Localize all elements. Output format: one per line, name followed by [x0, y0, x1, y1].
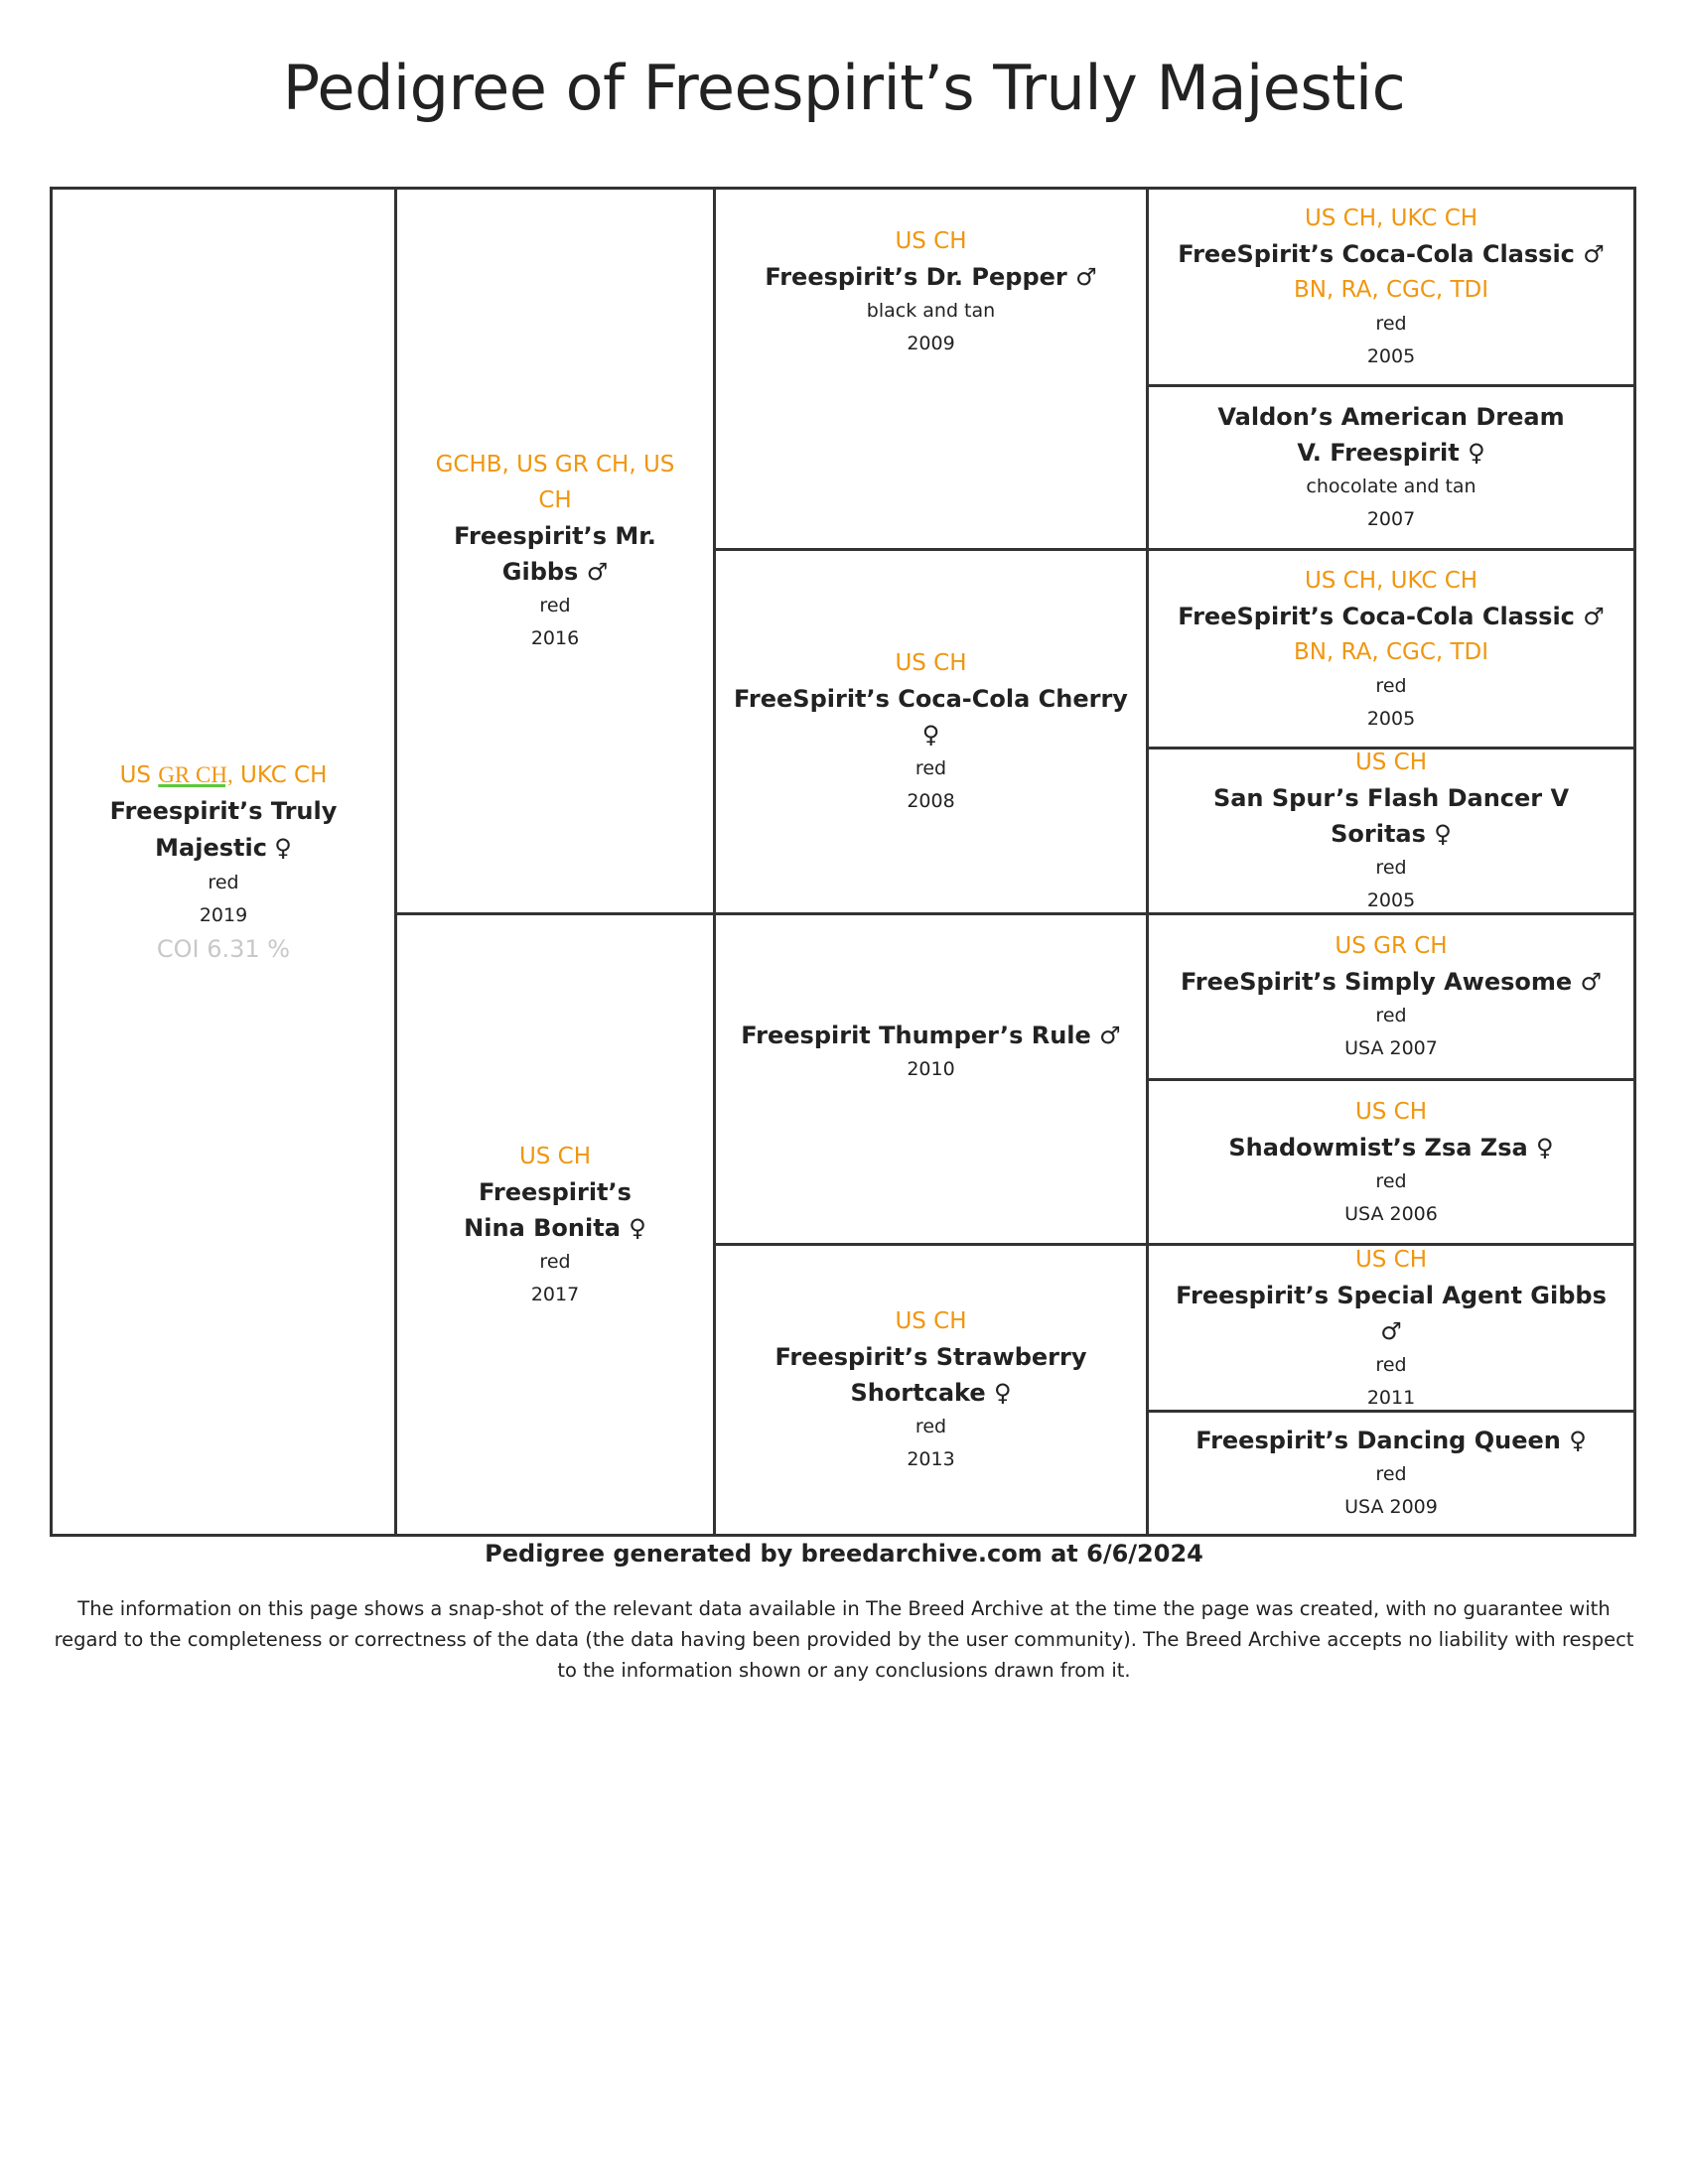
female-icon: ♀	[274, 834, 292, 862]
dog-color: chocolate and tan	[1306, 476, 1477, 497]
titles: US CH, UKC CH	[1304, 205, 1478, 231]
great-grandparent-cell	[1146, 187, 1636, 387]
subject-coi: COI 6.31 %	[156, 935, 291, 963]
dog-name[interactable]: Freespirit’s Nina Bonita ♀	[464, 1177, 646, 1242]
titles: US CH	[1354, 1098, 1428, 1125]
dog-year: 2008	[907, 790, 955, 812]
dog-color: red	[1375, 1169, 1407, 1192]
titles-suffix: BN, RA, CGC, TDI	[1293, 638, 1489, 665]
great-grandparent-cell	[1146, 384, 1636, 551]
dog-name[interactable]: FreeSpirit’s Simply Awesome ♂	[1180, 968, 1603, 996]
dog-year: USA 2007	[1344, 1037, 1438, 1059]
subject-titles-suffix: UKC CH	[240, 762, 328, 788]
male-icon: ♂	[1583, 240, 1605, 268]
dog-color: red	[914, 757, 947, 779]
generated-by-line: Pedigree generated by breedarchive.com at 6/6/2024	[485, 1540, 1203, 1568]
male-icon: ♂	[1380, 1316, 1402, 1345]
great-grandparent-cell	[1146, 548, 1636, 750]
dog-year: 2005	[1366, 707, 1416, 730]
great-grandparent-cell	[1146, 1410, 1636, 1537]
dog-name[interactable]: Freespirit’s Dancing Queen ♀	[1196, 1427, 1587, 1454]
female-icon: ♀	[1536, 1133, 1554, 1161]
dog-name[interactable]: FreeSpirit’s Coca-Cola Cherry ♀	[734, 685, 1128, 749]
dog-year: 2007	[1366, 508, 1416, 530]
titles-suffix: BN, RA, CGC, TDI	[1293, 277, 1489, 303]
dog-name[interactable]: San Spur’s Flash Dancer V Soritas ♀	[1212, 784, 1570, 848]
grandparent-cell	[713, 187, 1149, 551]
subject-titles-prefix: US	[119, 762, 151, 788]
dog-color: black and tan	[866, 300, 996, 322]
titles: US CH, UKC CH	[1304, 567, 1478, 594]
female-icon: ♀	[629, 1213, 646, 1242]
titles: US CH	[1354, 1246, 1428, 1273]
titles: US CH	[895, 650, 967, 676]
dog-color: red	[914, 1416, 947, 1437]
dog-year: 2011	[1366, 1386, 1416, 1409]
grandparent-cell	[713, 548, 1149, 915]
female-icon: ♀	[1569, 1427, 1587, 1454]
parent-cell-sire	[394, 187, 716, 915]
dog-color: red	[1375, 1463, 1407, 1485]
dog-year: 2009	[907, 333, 955, 354]
dog-name[interactable]: FreeSpirit’s Coca-Cola Classic ♂	[1178, 602, 1605, 630]
grandparent-cell	[713, 1243, 1149, 1537]
disclaimer-text: The information on this page shows a snap-shot of the relevant data available in The Breed Archive at the time the page was created, with no guarantee with regard to the completeness or correctness of the data (the data having been provided by the user community). The Breed Archive accepts no liability with respect to the information shown or any conclusions drawn from it.	[54, 1597, 1634, 1682]
dog-year: 2017	[530, 1283, 580, 1305]
dog-name[interactable]: FreeSpirit’s Coca-Cola Classic ♂	[1178, 240, 1605, 268]
dog-name[interactable]: Freespirit Thumper’s Rule ♂	[741, 1022, 1121, 1049]
pedigree-table	[50, 187, 1636, 1537]
subject-titles-underlined: GR CH,	[158, 762, 233, 787]
dog-year: 2005	[1366, 345, 1416, 367]
male-icon: ♂	[1099, 1022, 1121, 1049]
great-grandparent-cell	[1146, 1078, 1636, 1246]
titles: US GR CH	[1335, 933, 1448, 959]
dog-name[interactable]: Freespirit’s Strawberry Shortcake ♀	[774, 1343, 1087, 1407]
male-icon: ♂	[1583, 602, 1605, 630]
dog-year: 2016	[530, 627, 580, 649]
male-icon: ♂	[586, 558, 609, 586]
male-icon: ♂	[1075, 263, 1097, 291]
subject-year: 2019	[199, 904, 248, 926]
titles: US CH	[895, 1308, 967, 1334]
dog-year: 2005	[1366, 889, 1416, 911]
dog-year: USA 2009	[1344, 1496, 1438, 1518]
dog-name[interactable]: Freespirit’s Dr. Pepper ♂	[765, 263, 1097, 291]
titles: GCHB, US GR CH, US CH	[435, 452, 675, 513]
dog-color: red	[1375, 674, 1407, 697]
titles: US CH	[518, 1143, 592, 1169]
dog-color: red	[539, 1250, 571, 1273]
dog-color: red	[1375, 1005, 1407, 1026]
subject-titles	[67, 757, 380, 867]
female-icon: ♀	[993, 1379, 1012, 1407]
great-grandparent-cell	[1146, 747, 1636, 915]
subject-color: red	[208, 872, 239, 893]
dog-name[interactable]: Valdon’s American Dream V. Freespirit ♀	[1217, 403, 1565, 467]
dog-name[interactable]: Freespirit’s Mr. Gibbs ♂	[454, 522, 656, 586]
male-icon: ♂	[1580, 968, 1603, 996]
dog-color: red	[1375, 857, 1407, 879]
titles: US CH	[895, 228, 967, 254]
female-icon: ♀	[921, 721, 940, 749]
subject-cell	[50, 187, 397, 1537]
dog-color: red	[539, 595, 571, 616]
great-grandparent-cell	[1146, 1243, 1636, 1413]
grandparent-cell	[713, 912, 1149, 1246]
dog-year: 2013	[907, 1448, 955, 1470]
dog-name[interactable]: Freespirit’s Special Agent Gibbs ♂	[1176, 1281, 1607, 1345]
dog-color: red	[1375, 313, 1407, 335]
page-title: Pedigree of Freespirit’s Truly Majestic	[282, 52, 1406, 124]
dog-color: red	[1375, 1353, 1407, 1376]
dog-name[interactable]: Shadowmist’s Zsa Zsa ♀	[1228, 1133, 1554, 1161]
dog-year: USA 2006	[1344, 1202, 1438, 1225]
subject-name[interactable]: Freespirit’s Truly Majestic	[109, 797, 338, 862]
female-icon: ♀	[1468, 439, 1485, 467]
parent-cell-dam	[394, 912, 716, 1537]
great-grandparent-cell	[1146, 912, 1636, 1081]
titles: US CH	[1354, 750, 1428, 775]
dog-year: 2010	[907, 1058, 955, 1080]
female-icon: ♀	[1434, 820, 1452, 848]
